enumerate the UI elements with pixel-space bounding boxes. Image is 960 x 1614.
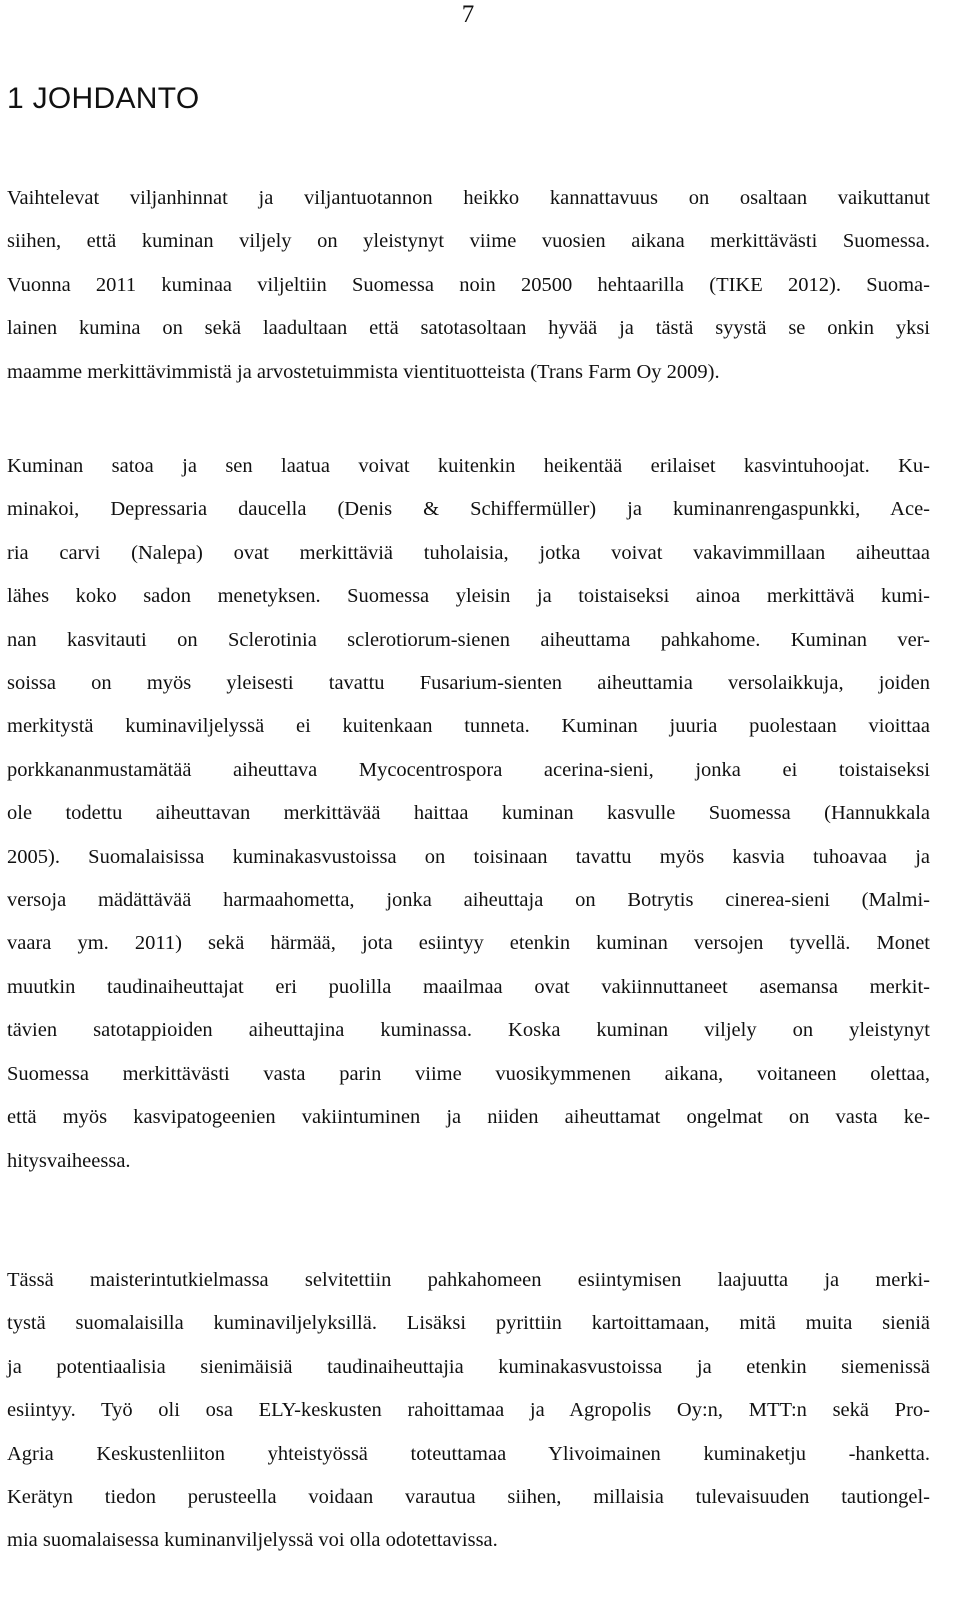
text-line: minakoi, Depressaria daucella (Denis & Schiffermüller) ja kuminanrengaspunkki, Ace- <box>7 498 930 521</box>
text-line: Kerätyn tiedon perusteella voidaan varautua siihen, millaisia tulevaisuuden tautiongel- <box>7 1486 930 1509</box>
text-line: soissa on myös yleisesti tavattu Fusarium-sienten aiheuttamia versolaikkuja, joiden <box>7 672 930 695</box>
text-line: tystä suomalaisilla kuminaviljelyksillä. Lisäksi pyrittiin kartoittamaan, mitä muita sieniä <box>7 1312 930 1335</box>
text-line: vaara ym. 2011) sekä härmää, jota esiintyy etenkin kuminan versojen tyvellä. Monet <box>7 932 930 955</box>
text-line: hitysvaiheessa. <box>7 1149 131 1172</box>
text-line: lähes koko sadon menetyksen. Suomessa yleisin ja toistaiseksi ainoa merkittävä kumi- <box>7 585 930 608</box>
text-line: ole todettu aiheuttavan merkittävää haittaa kuminan kasvulle Suomessa (Hannukkala <box>7 802 930 825</box>
text-line: mia suomalaisessa kuminanviljelyssä voi olla odotettavissa. <box>7 1529 498 1552</box>
text-line: että myös kasvipatogeenien vakiintuminen ja niiden aiheuttamat ongelmat on vasta ke- <box>7 1106 930 1129</box>
text-line: Suomessa merkittävästi vasta parin viime vuosikymmenen aikana, voitaneen olettaa, <box>7 1062 930 1085</box>
paragraph-3 <box>7 1259 930 1563</box>
text-line: merkitystä kuminaviljelyssä ei kuitenkaan tunneta. Kuminan juuria puolestaan vioittaa <box>7 715 930 738</box>
text-line: nan kasvitauti on Sclerotinia sclerotiorum-sienen aiheuttama pahkahome. Kuminan ver- <box>7 628 930 651</box>
text-line: ria carvi (Nalepa) ovat merkittäviä tuholaisia, jotka voivat vakavimmillaan aiheuttaa <box>7 541 930 564</box>
text-line: Tässä maisterintutkielmassa selvitettiin pahkahomeen esiintymisen laajuutta ja merki- <box>7 1269 930 1291</box>
text-line: Vuonna 2011 kuminaa viljeltiin Suomessa noin 20500 hehtaarilla (TIKE 2012). Suoma- <box>7 273 930 296</box>
text-line: tävien satotappioiden aiheuttajina kuminassa. Koska kuminan viljely on yleistynyt <box>7 1019 930 1042</box>
text-line: muutkin taudinaiheuttajat eri puolilla maailmaa ovat vakiinnuttaneet asemansa merkit- <box>7 975 930 998</box>
text-line: siihen, että kuminan viljely on yleistynyt viime vuosien aikana merkittävästi Suomessa. <box>7 230 930 253</box>
chapter-heading: 1 JOHDANTO <box>7 82 200 115</box>
text-line: lainen kumina on sekä laadultaan että satotasoltaan hyvää ja tästä syystä se onkin yksi <box>7 317 930 340</box>
paragraph-2 <box>7 445 930 1183</box>
text-line: Agria Keskustenliiton yhteistyössä toteuttamaa Ylivoimainen kuminaketju -hanketta. <box>7 1442 930 1465</box>
text-line: Kuminan satoa ja sen laatua voivat kuitenkin heikentää erilaiset kasvintuhoojat. Ku- <box>7 455 930 477</box>
text-line: Vaihtelevat viljanhinnat ja viljantuotannon heikko kannattavuus on osaltaan vaikuttanut <box>7 187 930 209</box>
page-number: 7 <box>461 1 475 28</box>
text-line: 2005). Suomalaisissa kuminakasvustoissa on toisinaan tavattu myös kasvia tuhoavaa ja <box>7 845 930 868</box>
text-line: porkkananmustamätää aiheuttava Mycocentrospora acerina-sieni, jonka ei toistaiseksi <box>7 758 930 781</box>
text-line: ja potentiaalisia sienimäisiä taudinaiheuttajia kuminakasvustoissa ja etenkin siemenissä <box>7 1355 930 1378</box>
text-line: versoja mädättävää harmaahometta, jonka aiheuttaja on Botrytis cinerea-sieni (Malmi- <box>7 889 930 912</box>
text-line: esiintyy. Työ oli osa ELY-keskusten rahoittamaa ja Agropolis Oy:n, MTT:n sekä Pro- <box>7 1399 930 1422</box>
text-line: maamme merkittävimmistä ja arvostetuimmista vientituotteista (Trans Farm Oy 2009). <box>7 360 720 383</box>
paragraph-1 <box>7 177 930 394</box>
